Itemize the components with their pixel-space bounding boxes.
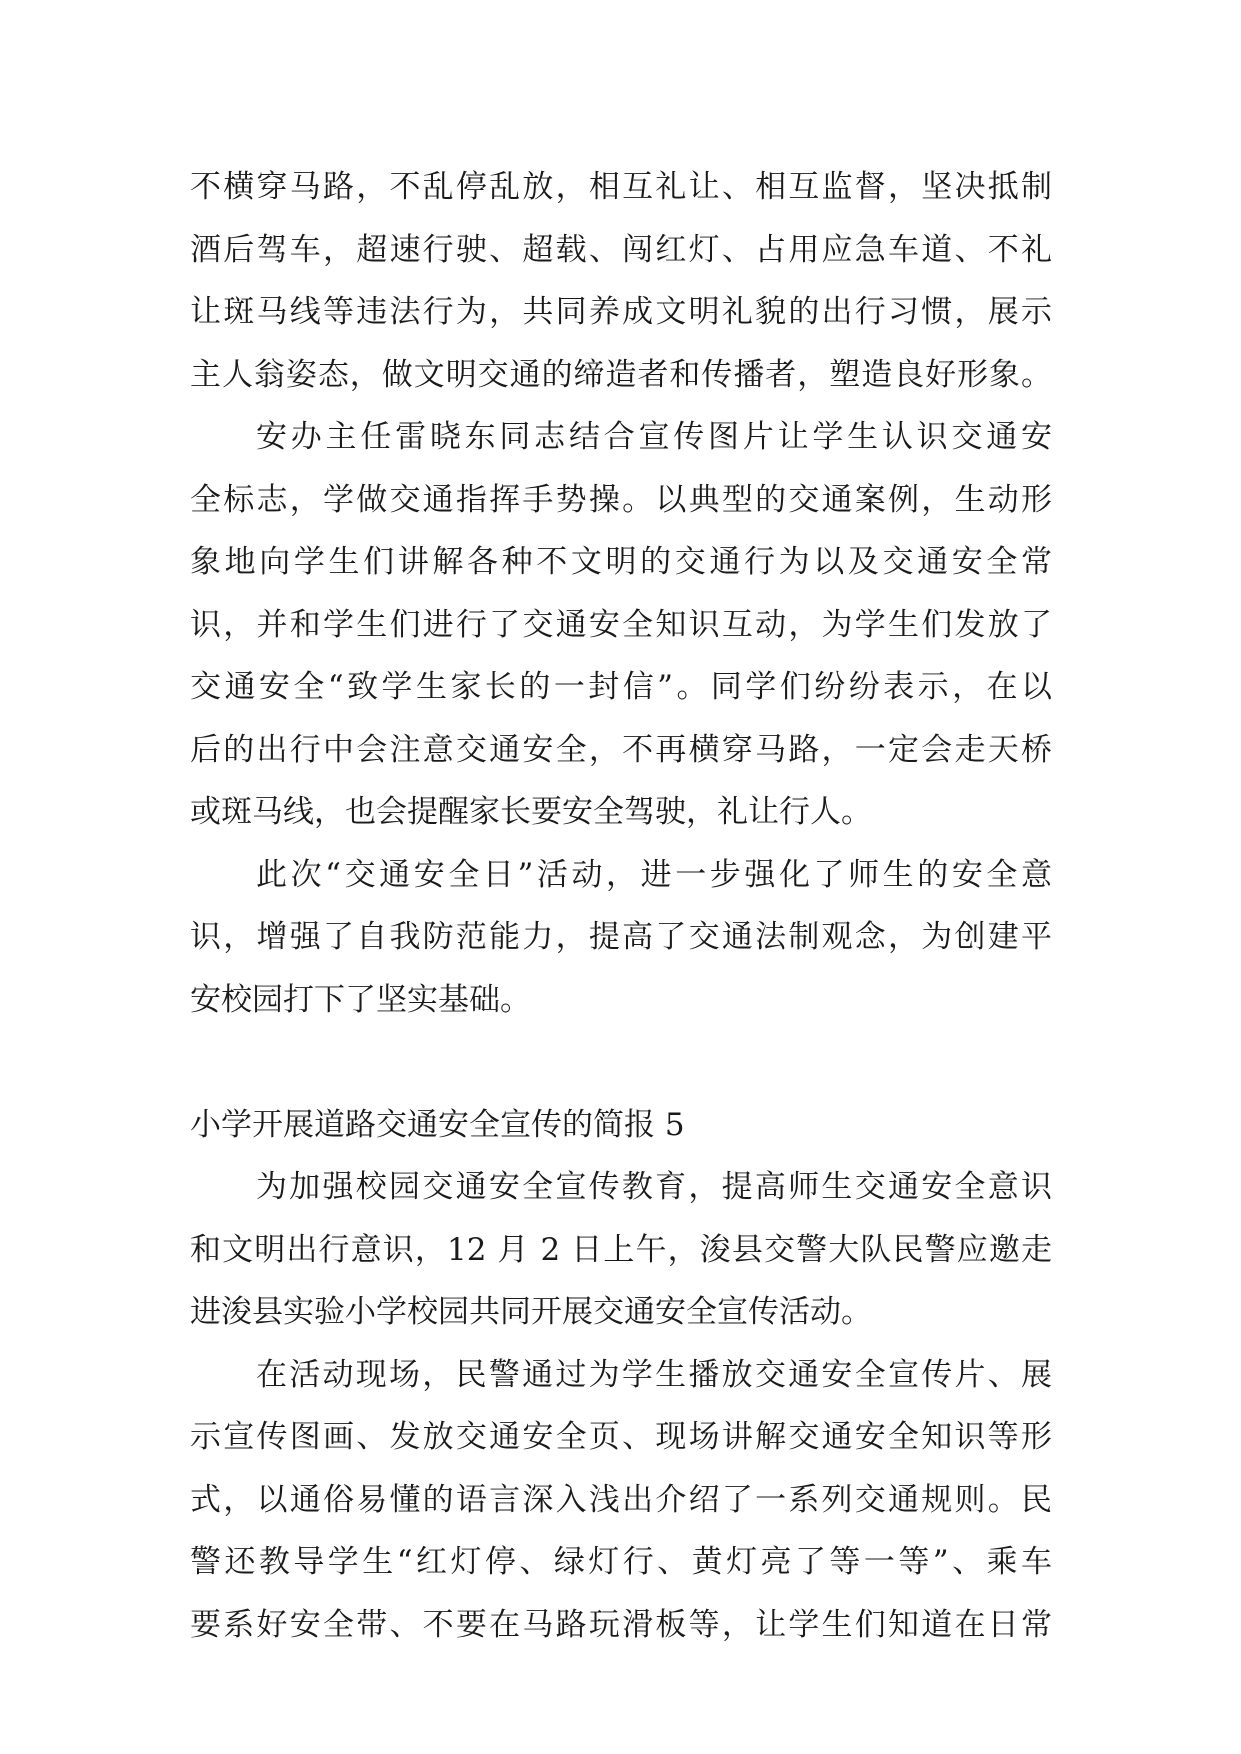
paragraph-3 — [190, 844, 1052, 1032]
text-line: 让斑马线等违法行为，共同养成文明礼貌的出行习惯，展示 — [190, 294, 1052, 330]
text-line: 要系好安全带、不要在马路玩滑板等，让学生们知道在日常 — [190, 1606, 1052, 1643]
text-line: 交通安全“致学生家长的一封信”。同学们纷纷表示，在以 — [190, 669, 1052, 705]
paragraph-4 — [190, 1156, 1052, 1344]
text-line: 全标志，学做交通指挥手势操。以典型的交通案例，生动形 — [190, 481, 1052, 518]
text-line: 主人翁姿态，做文明交通的缔造者和传播者，塑造良好形象。 — [190, 356, 1052, 393]
text-line: 为加强校园交通安全宣传教育，提高师生交通安全意识 — [256, 1169, 1052, 1205]
text-line: 后的出行中会注意交通安全，不再横穿马路，一定会走天桥 — [190, 731, 1052, 768]
text-line: 警还教导学生“红灯停、绿灯行、黄灯亮了等一等”、乘车 — [190, 1544, 1052, 1580]
text-line: 不横穿马路，不乱停乱放，相互礼让、相互监督，坚决抵制 — [190, 169, 1052, 205]
text-line: 象地向学生们讲解各种不文明的交通行为以及交通安全常 — [190, 544, 1052, 580]
paragraph-gap — [190, 1031, 1052, 1094]
text-line: 酒后驾车，超速行驶、超载、闯红灯、占用应急车道、不礼 — [190, 231, 1052, 268]
paragraph-1 — [190, 156, 1052, 406]
section-heading: 小学开展道路交通安全宣传的简报 5 — [190, 1106, 685, 1143]
text-line: 安办主任雷晓东同志结合宣传图片让学生认识交通安 — [256, 419, 1052, 455]
document-body — [190, 156, 1052, 1656]
text-line: 在活动现场，民警通过为学生播放交通安全宣传片、展 — [256, 1356, 1052, 1393]
text-line: 安校园打下了坚实基础。 — [190, 981, 531, 1018]
text-line: 式，以通俗易懂的语言深入浅出介绍了一系列交通规则。民 — [190, 1481, 1052, 1518]
text-line: 或斑马线，也会提醒家长要安全驾驶，礼让行人。 — [190, 794, 872, 830]
text-line: 此次“交通安全日”活动，进一步强化了师生的安全意 — [256, 856, 1052, 893]
text-line: 进浚县实验小学校园共同开展交通安全宣传活动。 — [190, 1294, 872, 1330]
paragraph-5 — [190, 1344, 1052, 1657]
text-line: 和文明出行意识，12 月 2 日上午，浚县交警大队民警应邀走 — [190, 1231, 1052, 1268]
text-line: 识，并和学生们进行了交通安全知识互动，为学生们发放了 — [190, 606, 1052, 643]
text-line: 示宣传图画、发放交通安全页、现场讲解交通安全知识等形 — [190, 1419, 1052, 1455]
text-line: 识，增强了自我防范能力，提高了交通法制观念，为创建平 — [190, 919, 1052, 955]
paragraph-2 — [190, 406, 1052, 844]
